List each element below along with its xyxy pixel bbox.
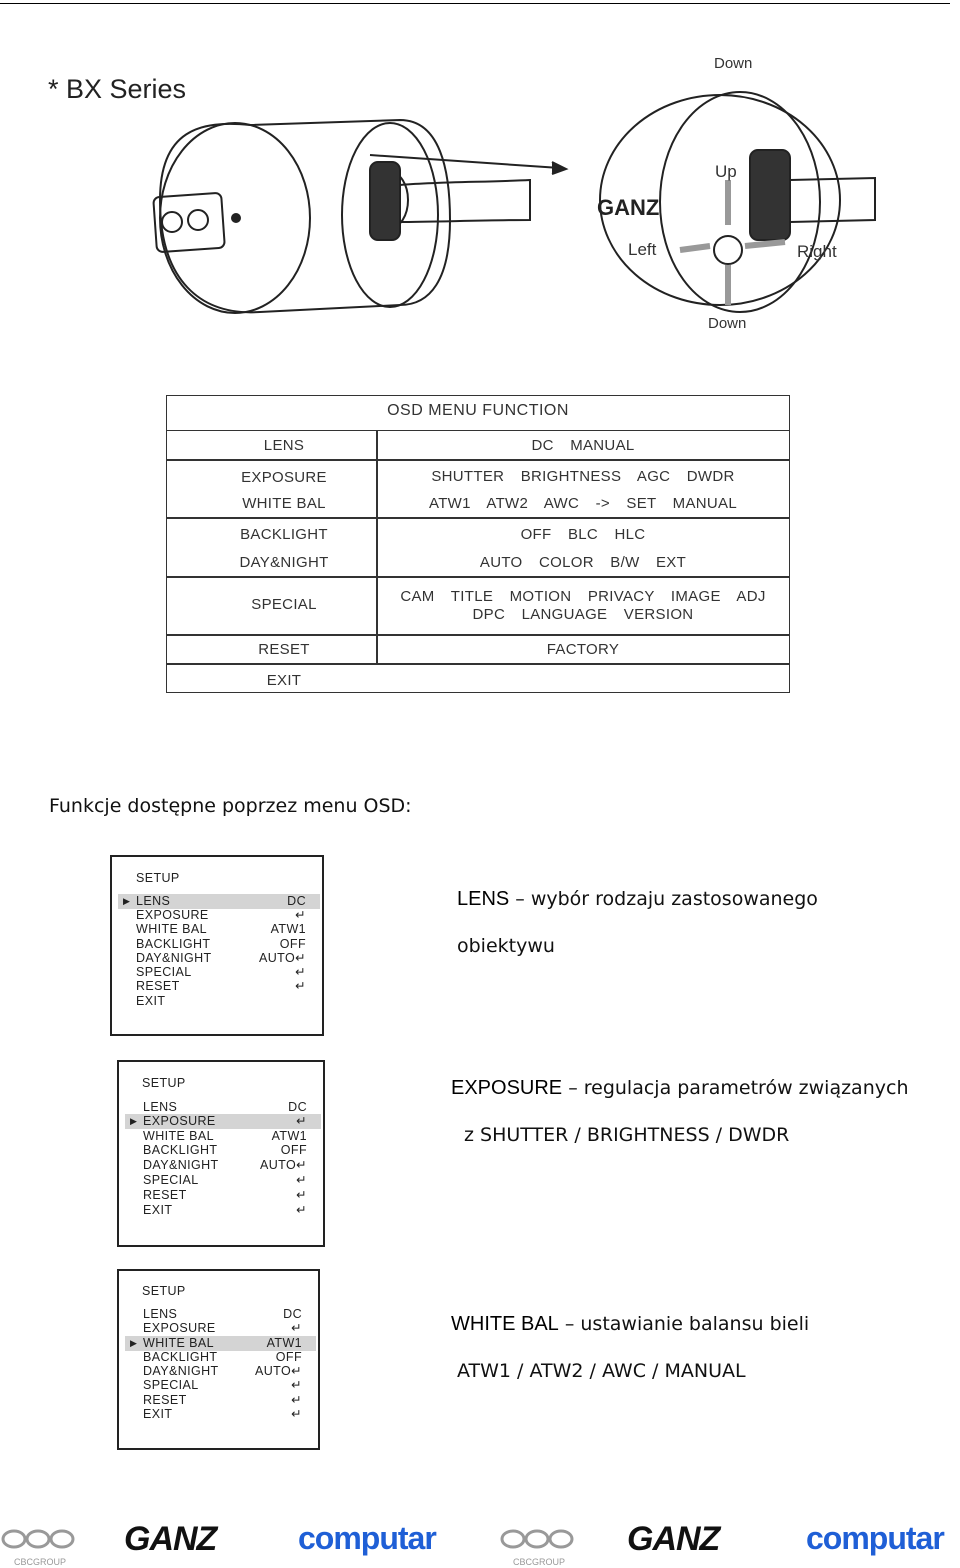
desc-term: WHITE BAL xyxy=(451,1313,559,1335)
osd-row: SPECIAL ↵ xyxy=(143,1378,302,1392)
osd-table-label: EXPOSURE xyxy=(241,469,327,486)
osd-table-options-2: DPC LANGUAGE VERSION xyxy=(472,606,694,623)
cursor-icon: ▶ xyxy=(130,1116,138,1126)
ganz-logo: GANZ xyxy=(124,1520,217,1558)
cursor-icon: ▶ xyxy=(130,1338,138,1348)
osd-row: DAY&NIGHT AUTO↵ xyxy=(136,951,306,965)
osd-table-options: DC MANUAL xyxy=(531,437,635,454)
osd-row: DAY&NIGHT AUTO↵ xyxy=(143,1364,302,1378)
desc-term: EXPOSURE xyxy=(451,1077,563,1099)
top-rule xyxy=(0,3,950,4)
osd-row: WHITE BAL ATW1 xyxy=(136,922,306,936)
ganz-logo-camera: GANZ xyxy=(597,195,660,220)
osd-row-exposure: ▶ EXPOSURE ↵ xyxy=(125,1114,321,1129)
osd-screen-exposure xyxy=(117,1060,325,1247)
osd-row: BACKLIGHT OFF xyxy=(143,1350,302,1364)
osd-table-label: LENS xyxy=(263,437,305,454)
osd-row: EXIT xyxy=(136,994,166,1008)
osd-row: BACKLIGHT OFF xyxy=(143,1143,307,1157)
osd-row: SPECIAL ↵ xyxy=(136,965,306,979)
cbc-logo: CBCGROUP xyxy=(499,1526,579,1567)
cbc-logo: CBCGROUP xyxy=(0,1526,80,1567)
cursor-icon: ▶ xyxy=(123,896,131,906)
label-up: Up xyxy=(715,162,737,181)
osd-table-options: CAM TITLE MOTION PRIVACY IMAGE ADJ xyxy=(400,588,766,605)
desc-lens xyxy=(457,888,818,911)
cbc-emblem-icon xyxy=(499,1526,579,1552)
osd-screen-lens xyxy=(110,855,324,1036)
intro-text: Funkcje dostępne poprzez menu OSD: xyxy=(49,795,412,817)
osd-row: EXIT ↵ xyxy=(143,1203,307,1217)
osd-table-label: BACKLIGHT xyxy=(240,526,328,543)
osd-row: EXPOSURE ↵ xyxy=(136,908,306,922)
osd-row: DAY&NIGHT AUTO↵ xyxy=(143,1158,307,1172)
computar-logo: computar xyxy=(298,1520,436,1556)
osd-table-label: WHITE BAL xyxy=(242,495,326,512)
ganz-logo: GANZ xyxy=(627,1520,720,1558)
desc-white-bal xyxy=(451,1313,809,1336)
osd-row-white-bal: ▶ WHITE BAL ATW1 xyxy=(125,1336,316,1351)
osd-table-label: EXIT xyxy=(266,672,302,689)
label-down-top: Down xyxy=(714,55,753,72)
desc-term: LENS xyxy=(457,888,510,910)
osd-table-options: OFF BLC HLC xyxy=(520,526,646,543)
desc-lens-line2: obiektywu xyxy=(457,935,555,957)
osd-row: SPECIAL ↵ xyxy=(143,1173,307,1187)
desc-text: – regulacja parametrów związanych xyxy=(562,1077,909,1099)
osd-table-label: DAY&NIGHT xyxy=(239,554,329,571)
osd-screen-title: SETUP xyxy=(136,871,180,885)
desc-white-bal-line2: ATW1 / ATW2 / AWC / MANUAL xyxy=(457,1360,746,1382)
osd-row: LENS DC xyxy=(143,1307,302,1321)
desc-text: – wybór rodzaju zastosowanego xyxy=(509,888,818,910)
osd-table-options: FACTORY xyxy=(546,641,620,658)
label-right: Right xyxy=(797,242,837,261)
desc-text: – ustawianie balansu bieli xyxy=(558,1313,810,1335)
osd-row: RESET ↵ xyxy=(143,1188,307,1202)
osd-function-table xyxy=(166,395,790,693)
camera-illustration xyxy=(100,50,880,350)
osd-table-label: RESET xyxy=(258,641,310,658)
label-left: Left xyxy=(628,240,657,259)
computar-logo: computar xyxy=(806,1520,944,1556)
osd-table-options: AUTO COLOR B/W EXT xyxy=(479,554,687,571)
osd-row: LENS DC xyxy=(143,1100,307,1114)
osd-table-label: SPECIAL xyxy=(251,596,317,613)
osd-table-options: ATW1 ATW2 AWC -> SET MANUAL xyxy=(429,495,737,512)
label-down-bottom: Down xyxy=(708,315,747,332)
osd-table-title: OSD MENU FUNCTION xyxy=(167,396,789,431)
osd-row: EXPOSURE ↵ xyxy=(143,1321,302,1335)
osd-table-options: SHUTTER BRIGHTNESS AGC DWDR xyxy=(431,468,735,485)
cbc-emblem-icon xyxy=(0,1526,80,1552)
osd-row: EXIT ↵ xyxy=(143,1407,302,1421)
osd-row: RESET ↵ xyxy=(136,979,306,993)
series-title: * BX Series xyxy=(48,74,187,104)
desc-exposure-line2: z SHUTTER / BRIGHTNESS / DWDR xyxy=(464,1124,790,1146)
osd-screen-title: SETUP xyxy=(142,1076,186,1090)
osd-screen-white-bal xyxy=(117,1269,320,1450)
osd-row-lens: ▶ LENS DC xyxy=(118,894,320,909)
osd-row: WHITE BAL ATW1 xyxy=(143,1129,307,1143)
osd-screen-title: SETUP xyxy=(142,1284,186,1298)
osd-row: RESET ↵ xyxy=(143,1393,302,1407)
osd-row: BACKLIGHT OFF xyxy=(136,937,306,951)
desc-exposure xyxy=(451,1077,908,1100)
